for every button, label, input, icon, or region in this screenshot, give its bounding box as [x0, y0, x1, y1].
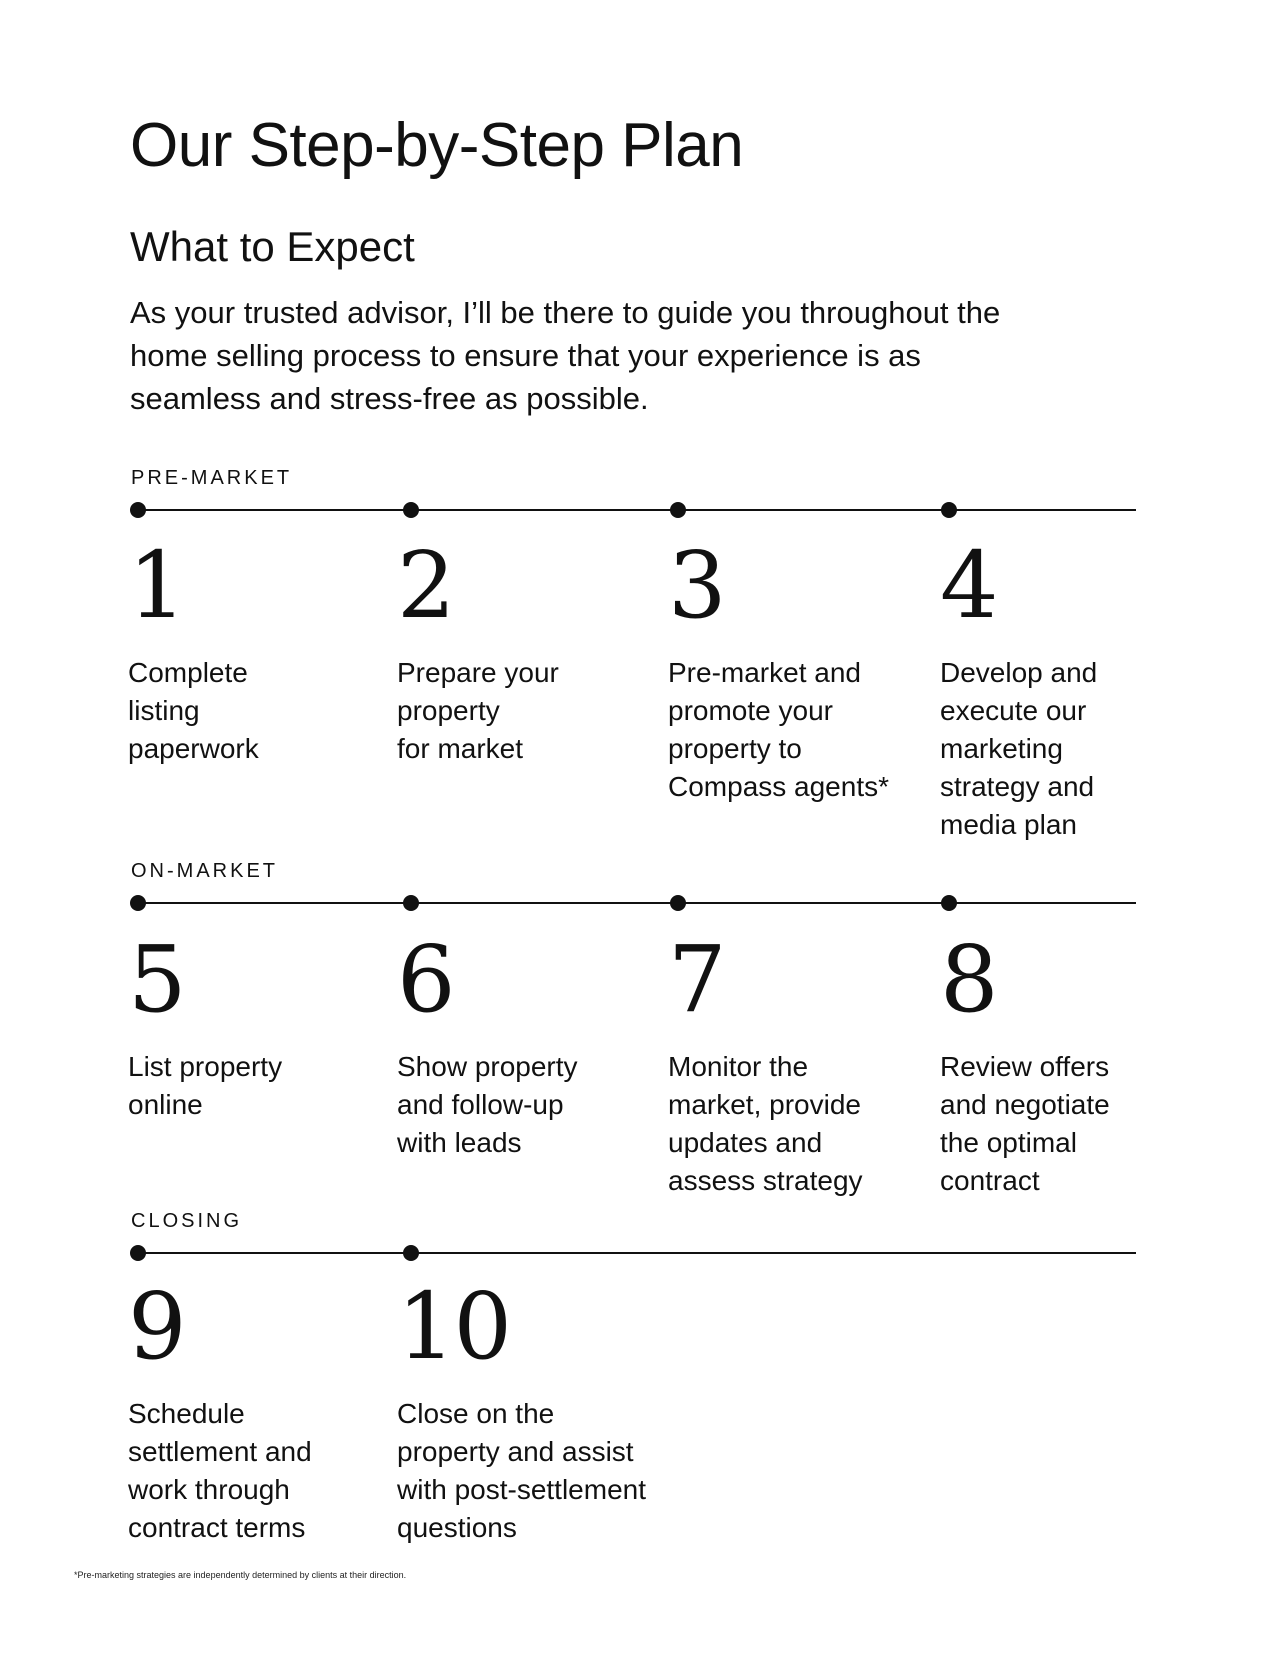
step-6 [397, 926, 578, 1162]
step-3 [668, 532, 890, 806]
step-number: 7 [668, 926, 725, 1033]
step-description: Pre-market and promote your property to Compass agents* [668, 657, 890, 802]
timeline-pre-market [130, 500, 1136, 520]
step-description: Review offers and negotiate the optimal contract [940, 1051, 1110, 1196]
step-1 [128, 532, 259, 768]
step-10 [397, 1273, 646, 1547]
phase-label-on-market: ON-MARKET [131, 860, 278, 882]
step-7 [668, 926, 863, 1200]
step-number: 3 [668, 532, 725, 639]
step-description: Schedule settlement and work through contract terms [128, 1398, 312, 1543]
step-4 [940, 532, 1098, 844]
phase-label-pre-market: PRE-MARKET [131, 467, 293, 489]
intro-paragraph: As your trusted advisor, I’ll be there to guide you throughout the home selling process to ensure that your experience is as seamless and stress-free as possible. [130, 295, 1001, 416]
step-number: 4 [940, 532, 997, 639]
step-9 [128, 1273, 312, 1547]
timeline-rule [138, 509, 1136, 511]
step-description: Show property and follow-up with leads [397, 1051, 578, 1158]
page-title: Our Step-by-Step Plan [130, 111, 744, 180]
timeline-on-market [130, 893, 1136, 913]
step-description: Prepare your property for market [397, 657, 559, 764]
timeline-closing [130, 1243, 1136, 1263]
step-8 [940, 926, 1110, 1200]
timeline-rule [138, 902, 1136, 904]
step-number: 2 [397, 532, 454, 639]
timeline-rule [138, 1252, 1136, 1254]
step-description: Close on the property and assist with post-settlement questions [397, 1398, 646, 1543]
step-description: List property online [128, 1051, 283, 1120]
step-2 [397, 532, 559, 768]
timeline-dot [941, 502, 957, 518]
timeline-dot [130, 1245, 146, 1261]
timeline-dot [670, 895, 686, 911]
step-description: Monitor the market, provide updates and assess strategy [668, 1051, 863, 1196]
step-number: 8 [940, 926, 997, 1033]
step-number: 6 [397, 926, 454, 1033]
timeline-dot [130, 895, 146, 911]
timeline-dot [403, 1245, 419, 1261]
phase-label-closing: CLOSING [131, 1210, 243, 1232]
footnote: *Pre-marketing strategies are independently determined by clients at their direction. [74, 1570, 407, 1580]
step-description: Develop and execute our marketing strategy and media plan [940, 657, 1098, 840]
step-number: 10 [397, 1273, 511, 1380]
timeline-dot [403, 502, 419, 518]
timeline-dot [941, 895, 957, 911]
step-number: 9 [128, 1273, 185, 1380]
step-number: 1 [128, 532, 185, 639]
timeline-dot [670, 502, 686, 518]
step-5 [128, 926, 283, 1124]
step-description: Complete listing paperwork [128, 657, 259, 764]
step-number: 5 [128, 926, 185, 1033]
timeline-dot [130, 502, 146, 518]
timeline-dot [403, 895, 419, 911]
section-subtitle: What to Expect [130, 223, 415, 270]
